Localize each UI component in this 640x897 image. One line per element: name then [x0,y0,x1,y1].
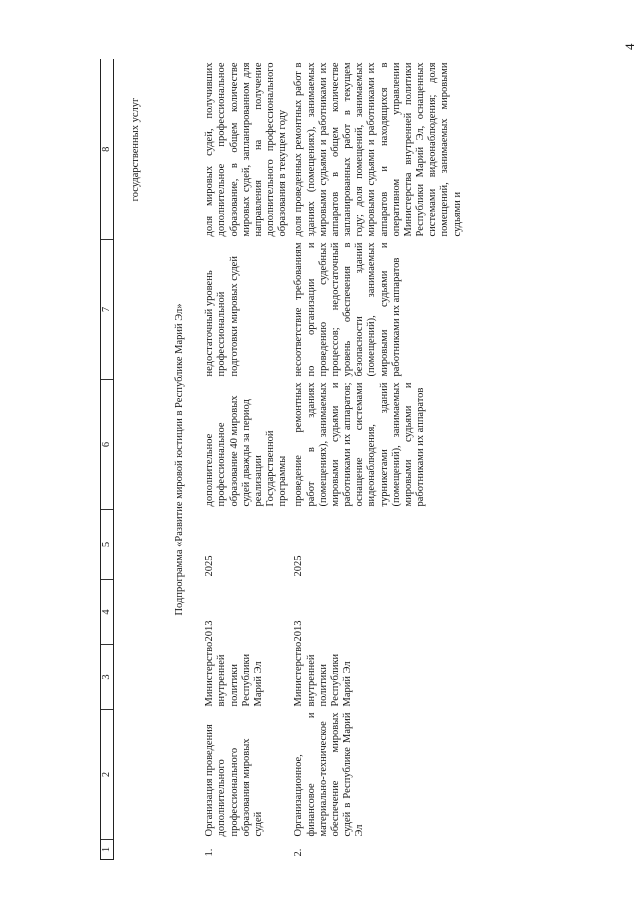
column-number-row [101,60,114,860]
page-number: 4 [622,43,637,50]
end-year: 2025 [204,555,216,577]
activity-name: Организационное, финансовое и материально-техническое обеспечение мировых судей в Республике Марий Эл [293,712,366,837]
continuation-text: государственных услуг [130,97,142,202]
indicator-link: доля проведенных ремонтных работ в зданиях (помещениях), занимаемых мировыми судьями и работниками их аппаратов в общем количестве запланированных работ в текущем году; доля помещений, занимаемых мировыми судьями и работниками их аппаратов и находящихся в оперативном управлении Министерства внутренней политики Республики Марий Эл, оснащенных системами видеонаблюдения; доля помещений, занимаемых мировыми судьями и [293,62,463,237]
table-row [291,60,465,860]
executor: Министерство внутренней политики Республики Марий Эл [293,641,354,707]
row-number: 1. [204,848,216,857]
expected-result: проведение ремонтных работ в зданиях (помещениях), занимаемых мировыми судьями и работниками их аппаратов; оснащение системами видеонаблюдения, турникетами зданий (помещений), занимаемых мировыми судьями и работниками их аппаратов [293,382,427,507]
end-year: 2025 [293,555,305,577]
expected-result: дополнительное профессиональное образование 40 мировых судей дважды за период реализации Государственной программы [204,395,289,507]
rotated-sheet [100,30,620,860]
column-number: 6 [101,380,114,510]
table-row [202,60,291,860]
column-number: 8 [101,60,114,240]
row-number: 2. [293,848,305,857]
column-number: 1 [101,840,114,860]
start-year: 2013 [204,620,216,642]
subprogram-title: Подпрограмма «Развитие мировой юстиции в Республике Марий Эл» [174,303,186,616]
start-year: 2013 [293,620,305,642]
column-number: 5 [101,510,114,580]
column-number: 7 [101,240,114,380]
executor: Министерство внутренней политики Республики Марий Эл [204,641,264,707]
column-number: 2 [101,710,114,840]
column-number: 4 [101,580,114,645]
continuation-row [114,60,159,860]
non-implementation-consequence: недостаточный уровень профессиональной подготовки мировых судей [204,256,240,377]
non-implementation-consequence: несоответствие требованиям по организации и проведению судебных процессов; недостаточный уровень обеспечения в безопасности зданий (помещений), занимаемых мировыми судьями и работниками их аппаратов [293,242,402,377]
program-table [100,60,466,861]
column-number: 3 [101,645,114,710]
subprogram-row [158,60,202,860]
indicator-link: доля мировых судей, получивших дополнительное профессиональное образование, в общем количестве мировых судей, запланированном для направления на получение дополнительного профессионального образования в текущем году [204,62,289,237]
activity-name: Организация проведения дополнительного профессионального образования мировых судей [204,724,264,837]
